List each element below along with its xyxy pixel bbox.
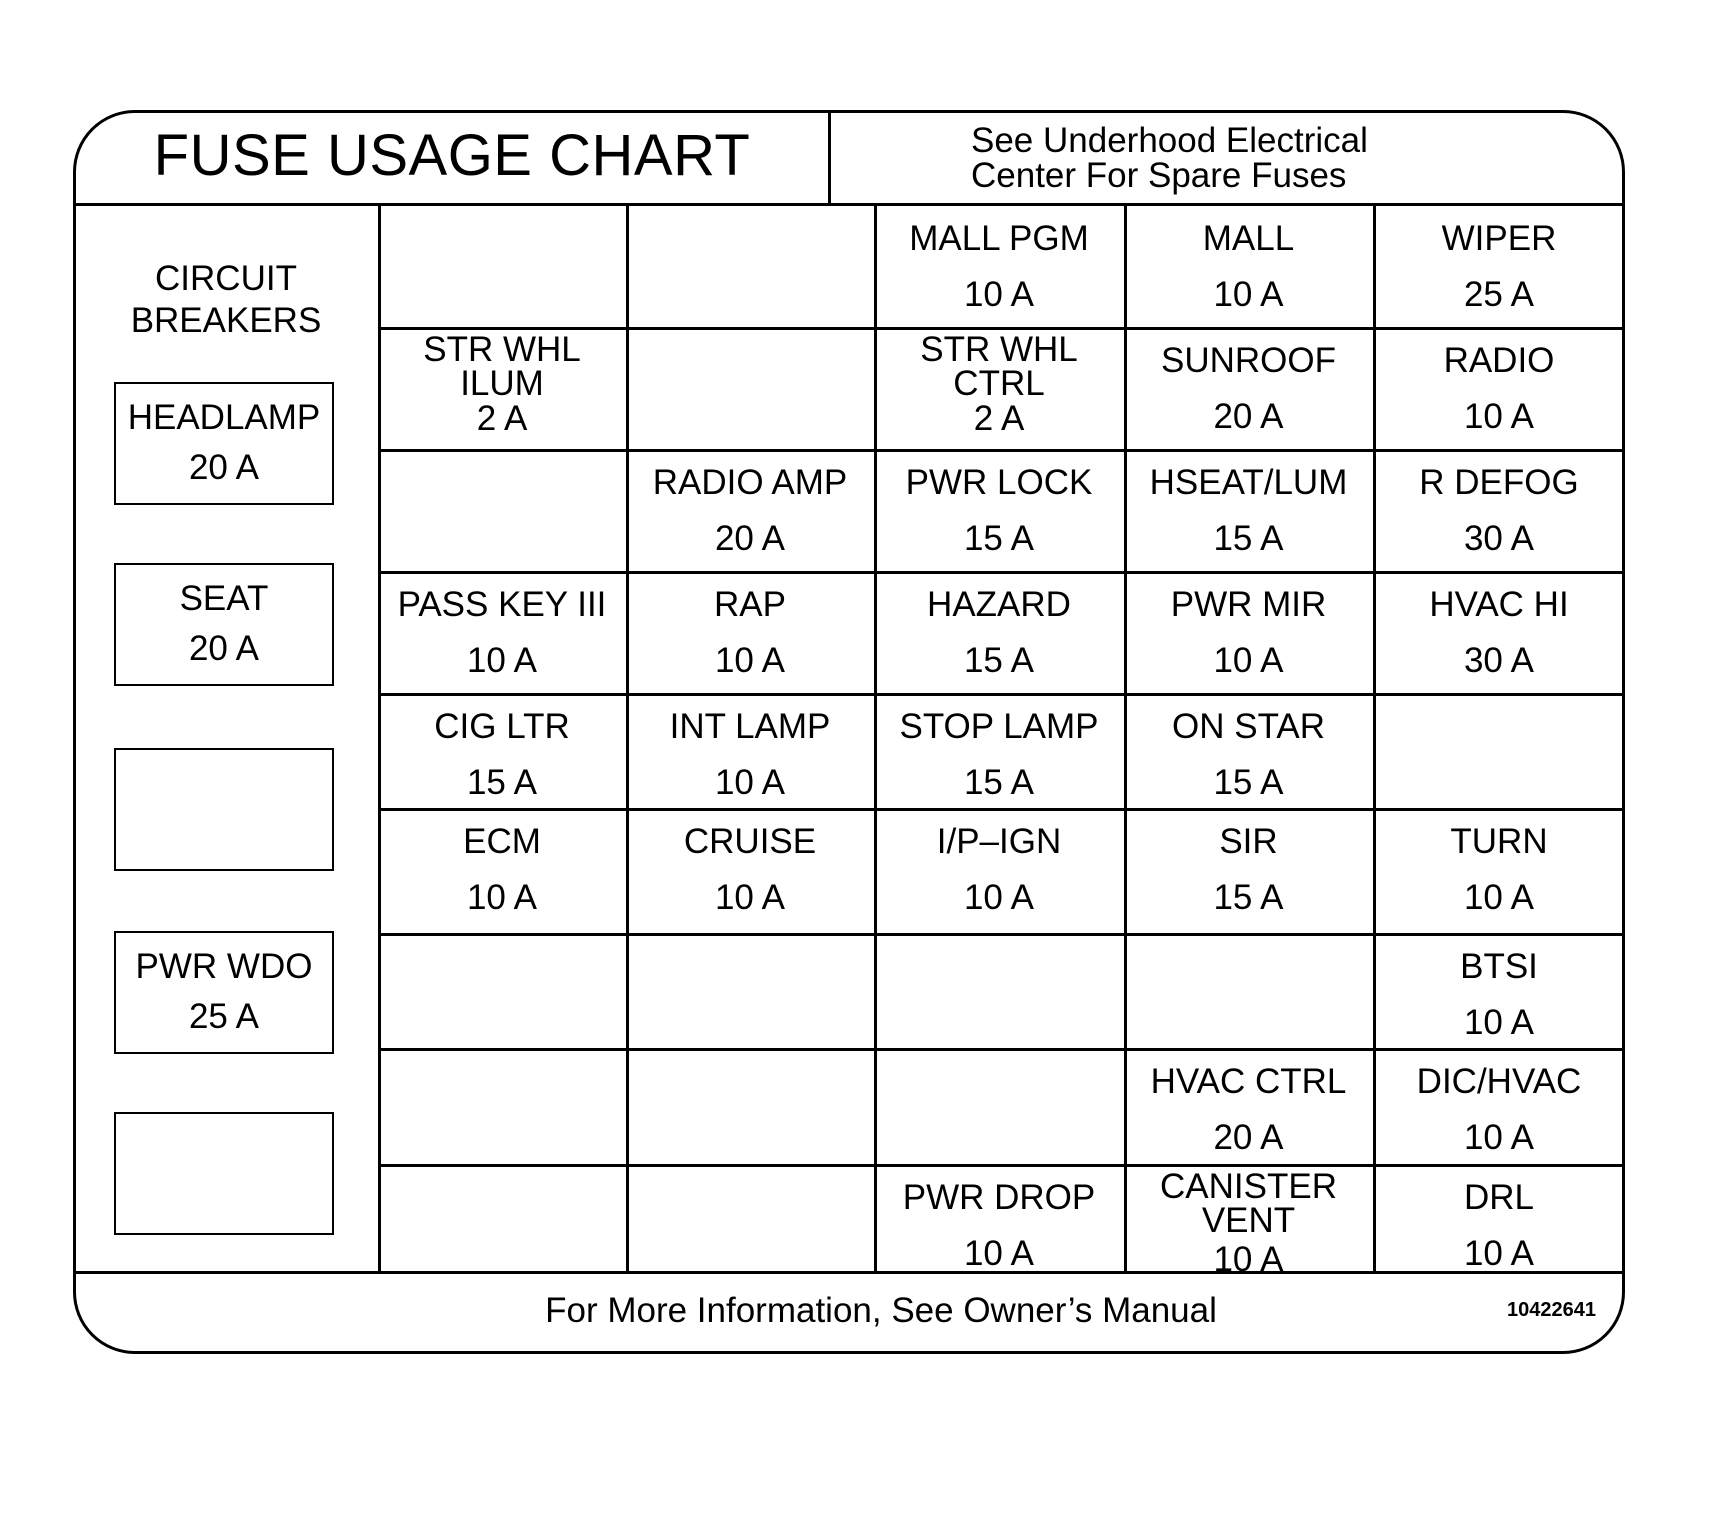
fuse-rating: 10 A <box>1463 397 1535 436</box>
breaker-slot-empty <box>114 748 334 871</box>
breaker-name: PWR WDO <box>135 947 313 986</box>
breaker-rating: 20 A <box>188 629 260 668</box>
fuse-rating: 10 A <box>1463 1234 1535 1273</box>
breaker-slot-pwr-wdo <box>114 931 334 1054</box>
breaker-slot-seat <box>114 563 334 686</box>
breaker-name: HEADLAMP <box>127 398 321 437</box>
fuse-cell <box>1124 933 1373 1048</box>
fuse-cell <box>1124 693 1373 808</box>
fuse-rating: 10 A <box>1463 878 1535 917</box>
fuse-rating: 10 A <box>714 641 786 680</box>
spare-fuse-note: See Underhood Electrical Center For Spare Fuses <box>971 121 1368 195</box>
fuse-rating: 15 A <box>963 641 1035 680</box>
fuse-cell <box>378 808 626 933</box>
fuse-name: TURN <box>1450 822 1548 861</box>
fuse-cell <box>626 205 874 327</box>
fuse-usage-label <box>73 110 1625 1354</box>
fuse-cell <box>874 327 1124 449</box>
fuse-name: ON STAR <box>1172 707 1325 746</box>
fuse-rating: 10 A <box>466 641 538 680</box>
fuse-cell <box>874 933 1124 1048</box>
fuse-cell <box>874 1164 1124 1271</box>
fuse-cell <box>874 1048 1124 1164</box>
fuse-cell <box>378 693 626 808</box>
fuse-name: RAP <box>714 585 786 624</box>
header-divider-vertical <box>828 113 831 203</box>
fuse-rating: 10 A <box>1213 1240 1284 1279</box>
breaker-slot-headlamp <box>114 382 334 505</box>
fuse-cell <box>1124 327 1373 449</box>
fuse-cell <box>626 327 874 449</box>
fuse-name: MALL PGM <box>909 219 1089 258</box>
fuse-cell <box>874 693 1124 808</box>
fuse-name: STOP LAMP <box>899 707 1099 746</box>
fuse-name: HSEAT/LUM <box>1149 463 1348 502</box>
fuse-rating: 30 A <box>1463 641 1535 680</box>
fuse-cell <box>1124 808 1373 933</box>
fuse-rating: 2 A <box>476 399 528 438</box>
fuse-cell <box>874 808 1124 933</box>
fuse-rating: 15 A <box>963 519 1035 558</box>
fuse-cell <box>378 205 626 327</box>
fuse-rating: 15 A <box>1213 878 1284 917</box>
fuse-rating: 10 A <box>714 763 786 802</box>
fuse-rating: 15 A <box>1213 763 1284 802</box>
fuse-name: SIR <box>1219 822 1278 861</box>
fuse-rating: 25 A <box>1463 275 1535 314</box>
fuse-rating: 15 A <box>963 763 1035 802</box>
fuse-rating: 10 A <box>714 878 786 917</box>
fuse-rating: 10 A <box>466 878 538 917</box>
fuse-name: BTSI <box>1460 947 1538 986</box>
fuse-cell <box>1124 205 1373 327</box>
fuse-name: CANISTER VENT <box>1160 1167 1337 1240</box>
fuse-name: PWR DROP <box>902 1178 1096 1217</box>
fuse-cell <box>1373 693 1625 808</box>
part-number: 10422641 <box>1507 1299 1596 1321</box>
fuse-rating: 10 A <box>963 878 1035 917</box>
fuse-cell <box>378 933 626 1048</box>
fuse-rating: 10 A <box>1213 275 1284 314</box>
fuse-name: STR WHL CTRL <box>920 330 1078 403</box>
fuse-cell <box>1373 1048 1625 1164</box>
circuit-breakers-heading: CIRCUIT BREAKERS <box>130 259 322 340</box>
fuse-cell <box>1373 449 1625 571</box>
fuse-cell <box>1373 1164 1625 1271</box>
fuse-name: I/P–IGN <box>936 822 1062 861</box>
fuse-rating: 10 A <box>963 1234 1035 1273</box>
fuse-cell <box>874 449 1124 571</box>
fuse-cell <box>1124 1048 1373 1164</box>
fuse-rating: 30 A <box>1463 519 1535 558</box>
breaker-name: SEAT <box>179 579 269 618</box>
fuse-name: INT LAMP <box>669 707 831 746</box>
fuse-rating: 10 A <box>963 275 1035 314</box>
chart-title: FUSE USAGE CHART <box>153 123 751 188</box>
fuse-name: PWR LOCK <box>905 463 1093 502</box>
fuse-cell <box>626 1048 874 1164</box>
footer-divider <box>76 1271 1622 1274</box>
fuse-cell <box>874 571 1124 693</box>
fuse-name: HVAC CTRL <box>1150 1062 1347 1101</box>
fuse-name: STR WHL ILUM <box>423 330 581 403</box>
owners-manual-note: For More Information, See Owner’s Manual <box>545 1291 1217 1330</box>
fuse-name: PWR MIR <box>1170 585 1327 624</box>
fuse-name: WIPER <box>1441 219 1557 258</box>
fuse-cell <box>626 571 874 693</box>
fuse-name: CRUISE <box>683 822 817 861</box>
fuse-cell <box>1124 449 1373 571</box>
fuse-rating: 20 A <box>714 519 786 558</box>
fuse-rating: 10 A <box>1213 641 1284 680</box>
fuse-name: R DEFOG <box>1419 463 1579 502</box>
fuse-name: CIG LTR <box>434 707 570 746</box>
fuse-grid <box>378 205 1625 1279</box>
fuse-name: DRL <box>1463 1178 1535 1217</box>
fuse-rating: 15 A <box>1213 519 1284 558</box>
fuse-name: ECM <box>463 822 541 861</box>
fuse-name: SUNROOF <box>1161 341 1336 380</box>
fuse-cell <box>378 449 626 571</box>
fuse-rating: 20 A <box>1213 1118 1284 1157</box>
breaker-rating: 20 A <box>188 448 260 487</box>
fuse-name: MALL <box>1202 219 1295 258</box>
fuse-cell <box>1373 205 1625 327</box>
fuse-cell <box>626 449 874 571</box>
fuse-name: RADIO AMP <box>652 463 848 502</box>
fuse-cell <box>378 1048 626 1164</box>
fuse-cell <box>1373 933 1625 1048</box>
fuse-cell <box>626 693 874 808</box>
breaker-rating: 25 A <box>188 997 260 1036</box>
fuse-cell <box>626 808 874 933</box>
fuse-cell <box>874 205 1124 327</box>
fuse-cell <box>626 933 874 1048</box>
fuse-cell <box>1124 1164 1373 1279</box>
fuse-cell <box>626 1164 874 1271</box>
breaker-slot-empty <box>114 1112 334 1235</box>
fuse-rating: 10 A <box>1463 1118 1535 1157</box>
fuse-cell <box>378 571 626 693</box>
fuse-cell <box>378 1164 626 1271</box>
fuse-cell <box>378 327 626 449</box>
fuse-rating: 15 A <box>466 763 538 802</box>
fuse-cell <box>1373 327 1625 449</box>
fuse-name: PASS KEY III <box>397 585 607 624</box>
fuse-name: HVAC HI <box>1429 585 1569 624</box>
fuse-name: RADIO <box>1443 341 1555 380</box>
fuse-name: HAZARD <box>927 585 1071 624</box>
fuse-rating: 20 A <box>1213 397 1284 436</box>
fuse-rating: 10 A <box>1463 1003 1535 1042</box>
fuse-name: DIC/HVAC <box>1416 1062 1582 1101</box>
fuse-cell <box>1124 571 1373 693</box>
fuse-cell <box>1373 571 1625 693</box>
fuse-cell <box>1373 808 1625 933</box>
fuse-rating: 2 A <box>973 399 1025 438</box>
